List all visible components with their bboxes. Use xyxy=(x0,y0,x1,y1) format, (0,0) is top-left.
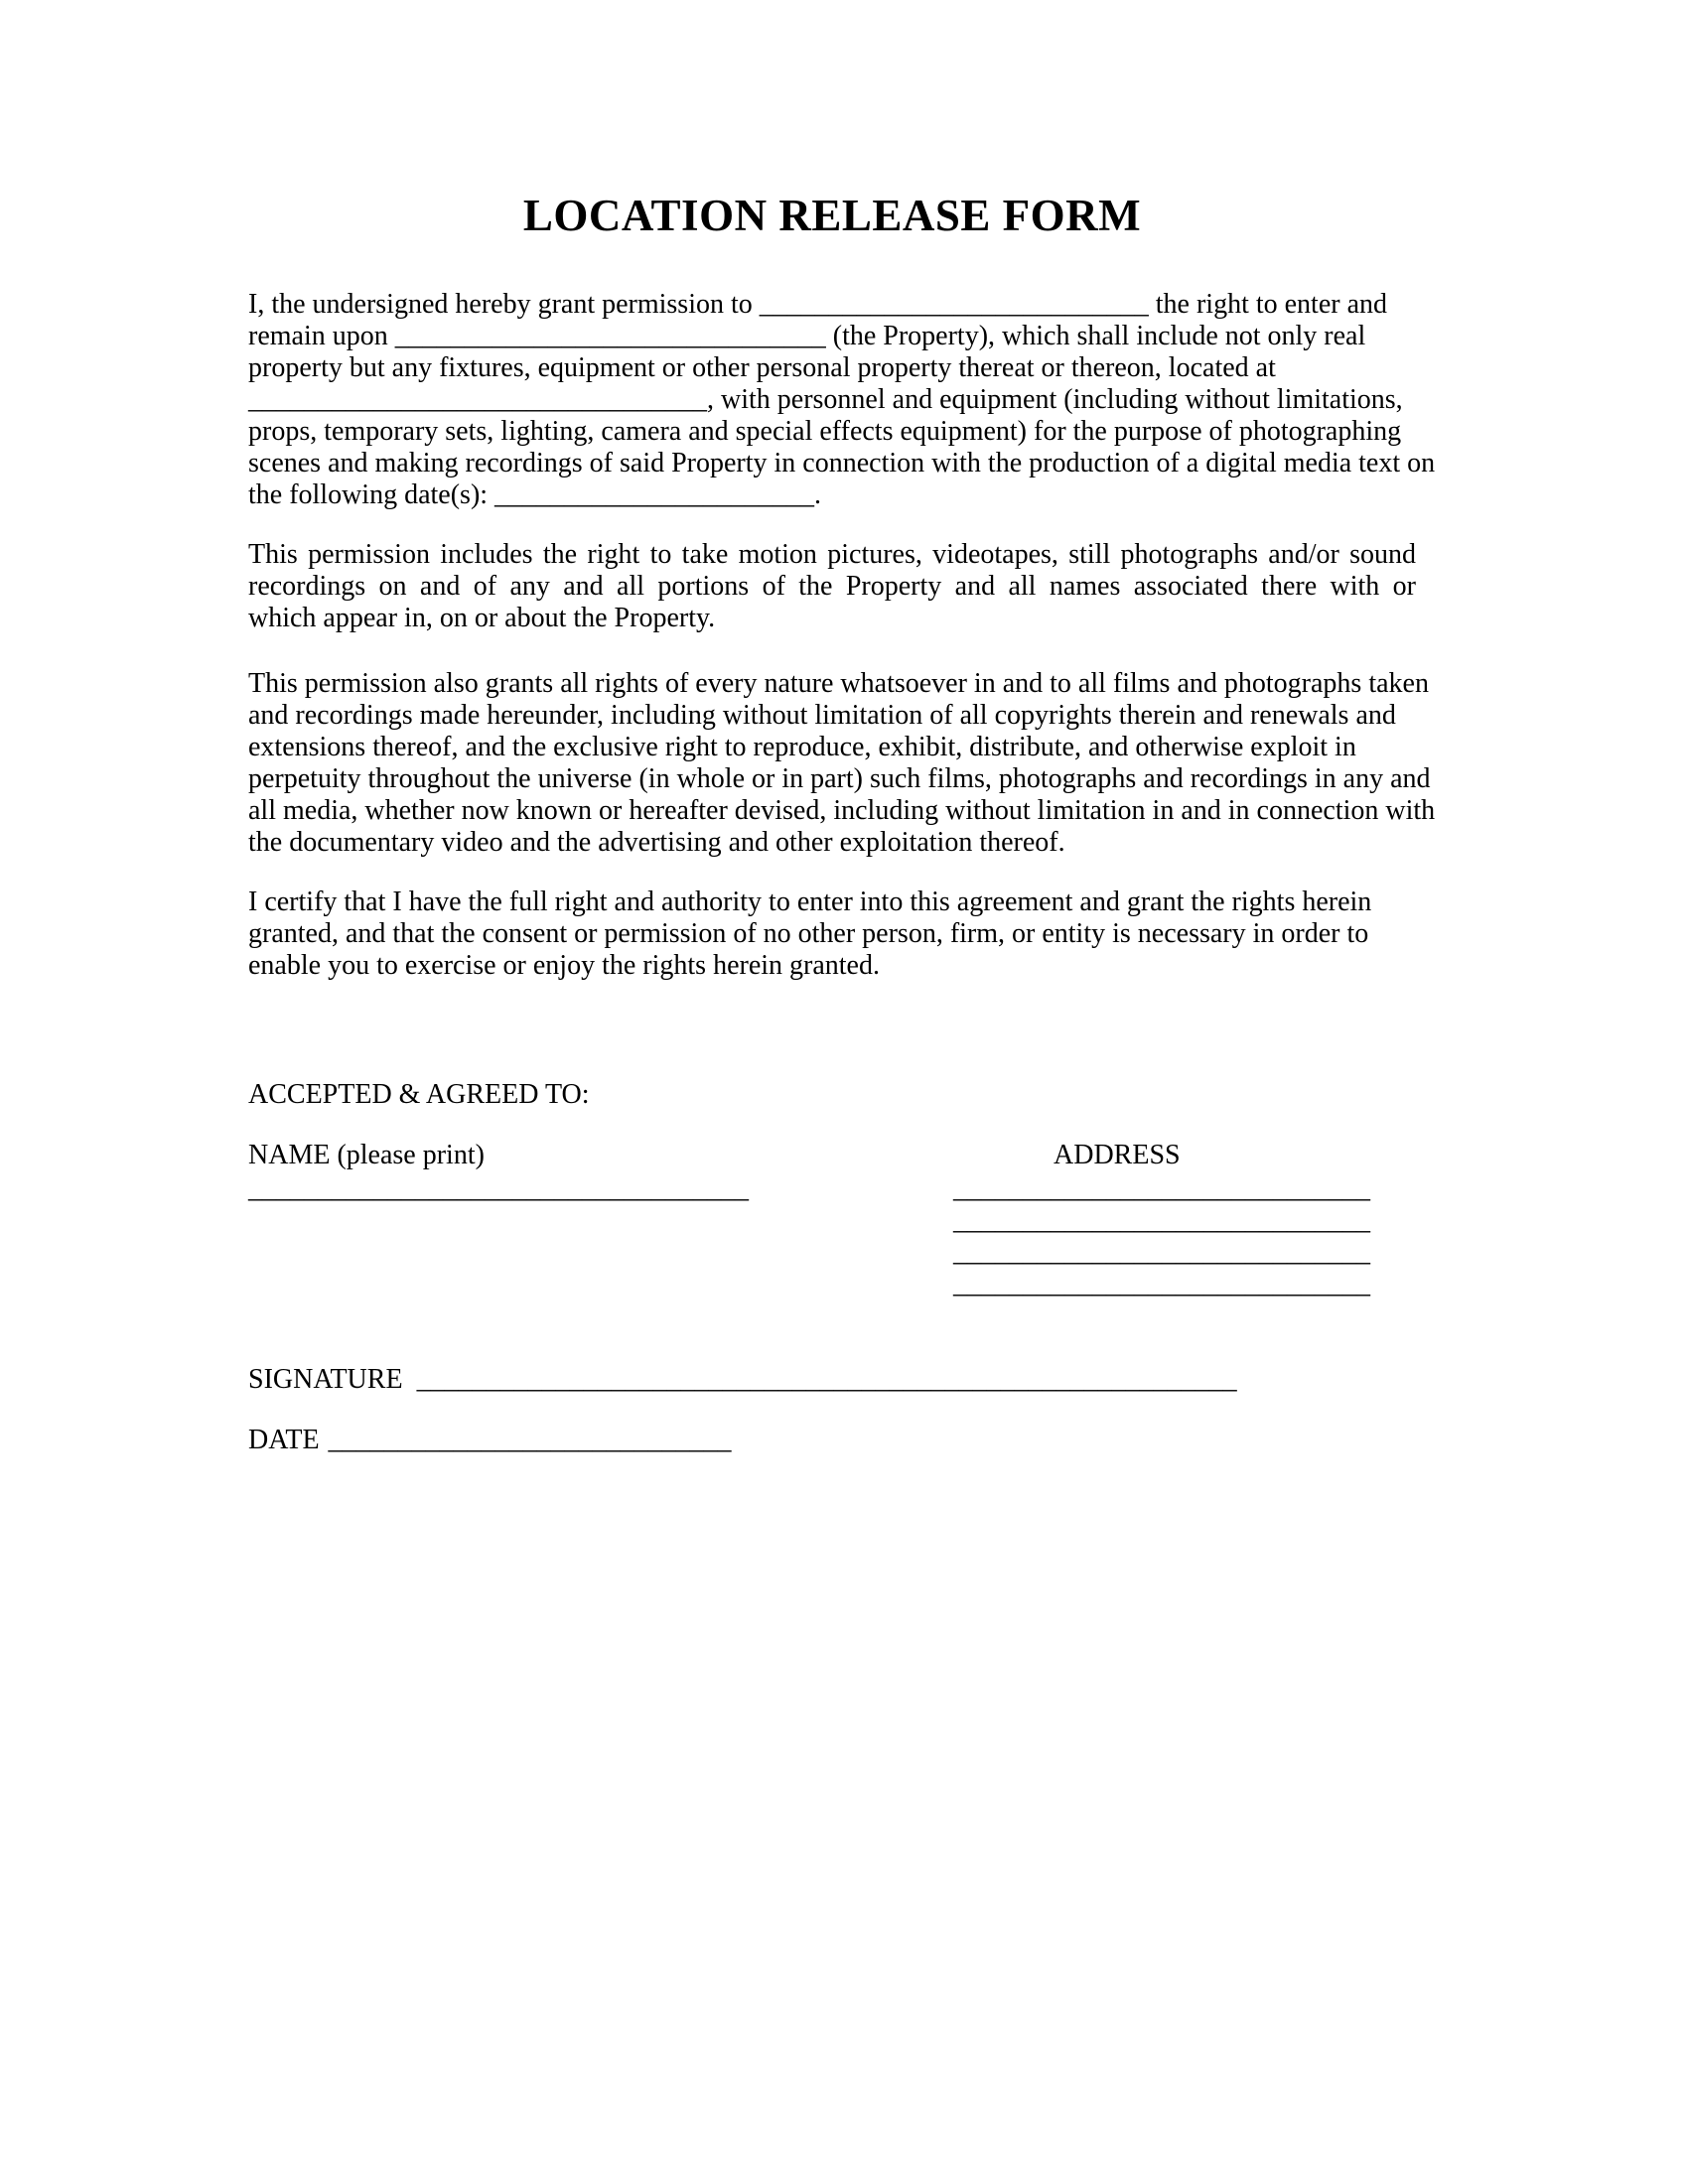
text-line: scenes and making recordings of said Property in connection with the production of a digital media text on xyxy=(248,448,1436,478)
text-line: _________________________________, with personnel and equipment (including without limitations, xyxy=(248,384,1403,415)
name-blank-line: ____________________________________ xyxy=(248,1173,749,1204)
text-line: granted, and that the consent or permission of no other person, firm, or entity is necessary in order to xyxy=(248,918,1369,949)
address-label: ADDRESS xyxy=(1054,1140,1181,1170)
address-blank-line: ______________________________ xyxy=(953,1205,1370,1236)
signature-blank-line: ___________________________________________________________ xyxy=(416,1364,1237,1395)
text-line: extensions thereof, and the exclusive right to reproduce, exhibit, distribute, and otherwise exploit in xyxy=(248,732,1356,762)
paragraph-rights-grant xyxy=(248,668,1436,859)
name-label: NAME (please print) xyxy=(248,1140,485,1170)
form-body xyxy=(248,0,1436,2184)
text-line: which appear in, on or about the Property. xyxy=(248,603,716,633)
text-line: I, the undersigned hereby grant permission to ____________________________ the right to enter and xyxy=(248,289,1388,320)
address-blank-line: ______________________________ xyxy=(953,1173,1370,1204)
signature-label: SIGNATURE xyxy=(248,1364,403,1395)
text-line: This permission also grants all rights of every nature whatsoever in and to all films and photographs taken xyxy=(248,668,1429,699)
text-line: I certify that I have the full right and authority to enter into this agreement and grant the rights herein xyxy=(248,887,1372,917)
name-address-labels-row xyxy=(248,1140,1416,1171)
text-line: property but any fixtures, equipment or other personal property thereat or thereon, located at xyxy=(248,352,1276,383)
address-blank-line: ______________________________ xyxy=(953,1269,1370,1299)
text-line: and recordings made hereunder, including without limitation of all copyrights therein and renewals and xyxy=(248,700,1396,731)
date-label: DATE xyxy=(248,1425,320,1455)
accepted-agreed-heading: ACCEPTED & AGREED TO: xyxy=(248,1079,590,1110)
text-line: recordings on and of any and all portions of the Property and all names associated there with or xyxy=(248,571,1416,602)
address-blank-lines xyxy=(953,1173,1370,1300)
text-line: the documentary video and the advertising and other exploitation thereof. xyxy=(248,827,1065,858)
text-line: the following date(s): _______________________. xyxy=(248,479,822,510)
text-line: perpetuity throughout the universe (in whole or in part) such films, photographs and recordings in any and xyxy=(248,763,1431,794)
signature-row xyxy=(248,1364,1237,1396)
text-line: remain upon _______________________________ (the Property), which shall include not only real xyxy=(248,321,1366,351)
paragraph-certify-authority xyxy=(248,887,1416,982)
paragraph-grant-permission xyxy=(248,289,1436,511)
text-line: all media, whether now known or hereafter devised, including without limitation in and in connection with xyxy=(248,795,1436,826)
date-row xyxy=(248,1425,732,1456)
address-blank-line: ______________________________ xyxy=(953,1237,1370,1268)
text-line: enable you to exercise or enjoy the rights herein granted. xyxy=(248,950,880,981)
paragraph-permission-includes xyxy=(248,539,1416,634)
text-line: props, temporary sets, lighting, camera and special effects equipment) for the purpose of photographing xyxy=(248,416,1402,447)
page-title: LOCATION RELEASE FORM xyxy=(522,191,1142,240)
text-line: This permission includes the right to take motion pictures, videotapes, still photographs and/or sound xyxy=(248,539,1416,570)
date-blank-line: _____________________________ xyxy=(328,1425,732,1455)
